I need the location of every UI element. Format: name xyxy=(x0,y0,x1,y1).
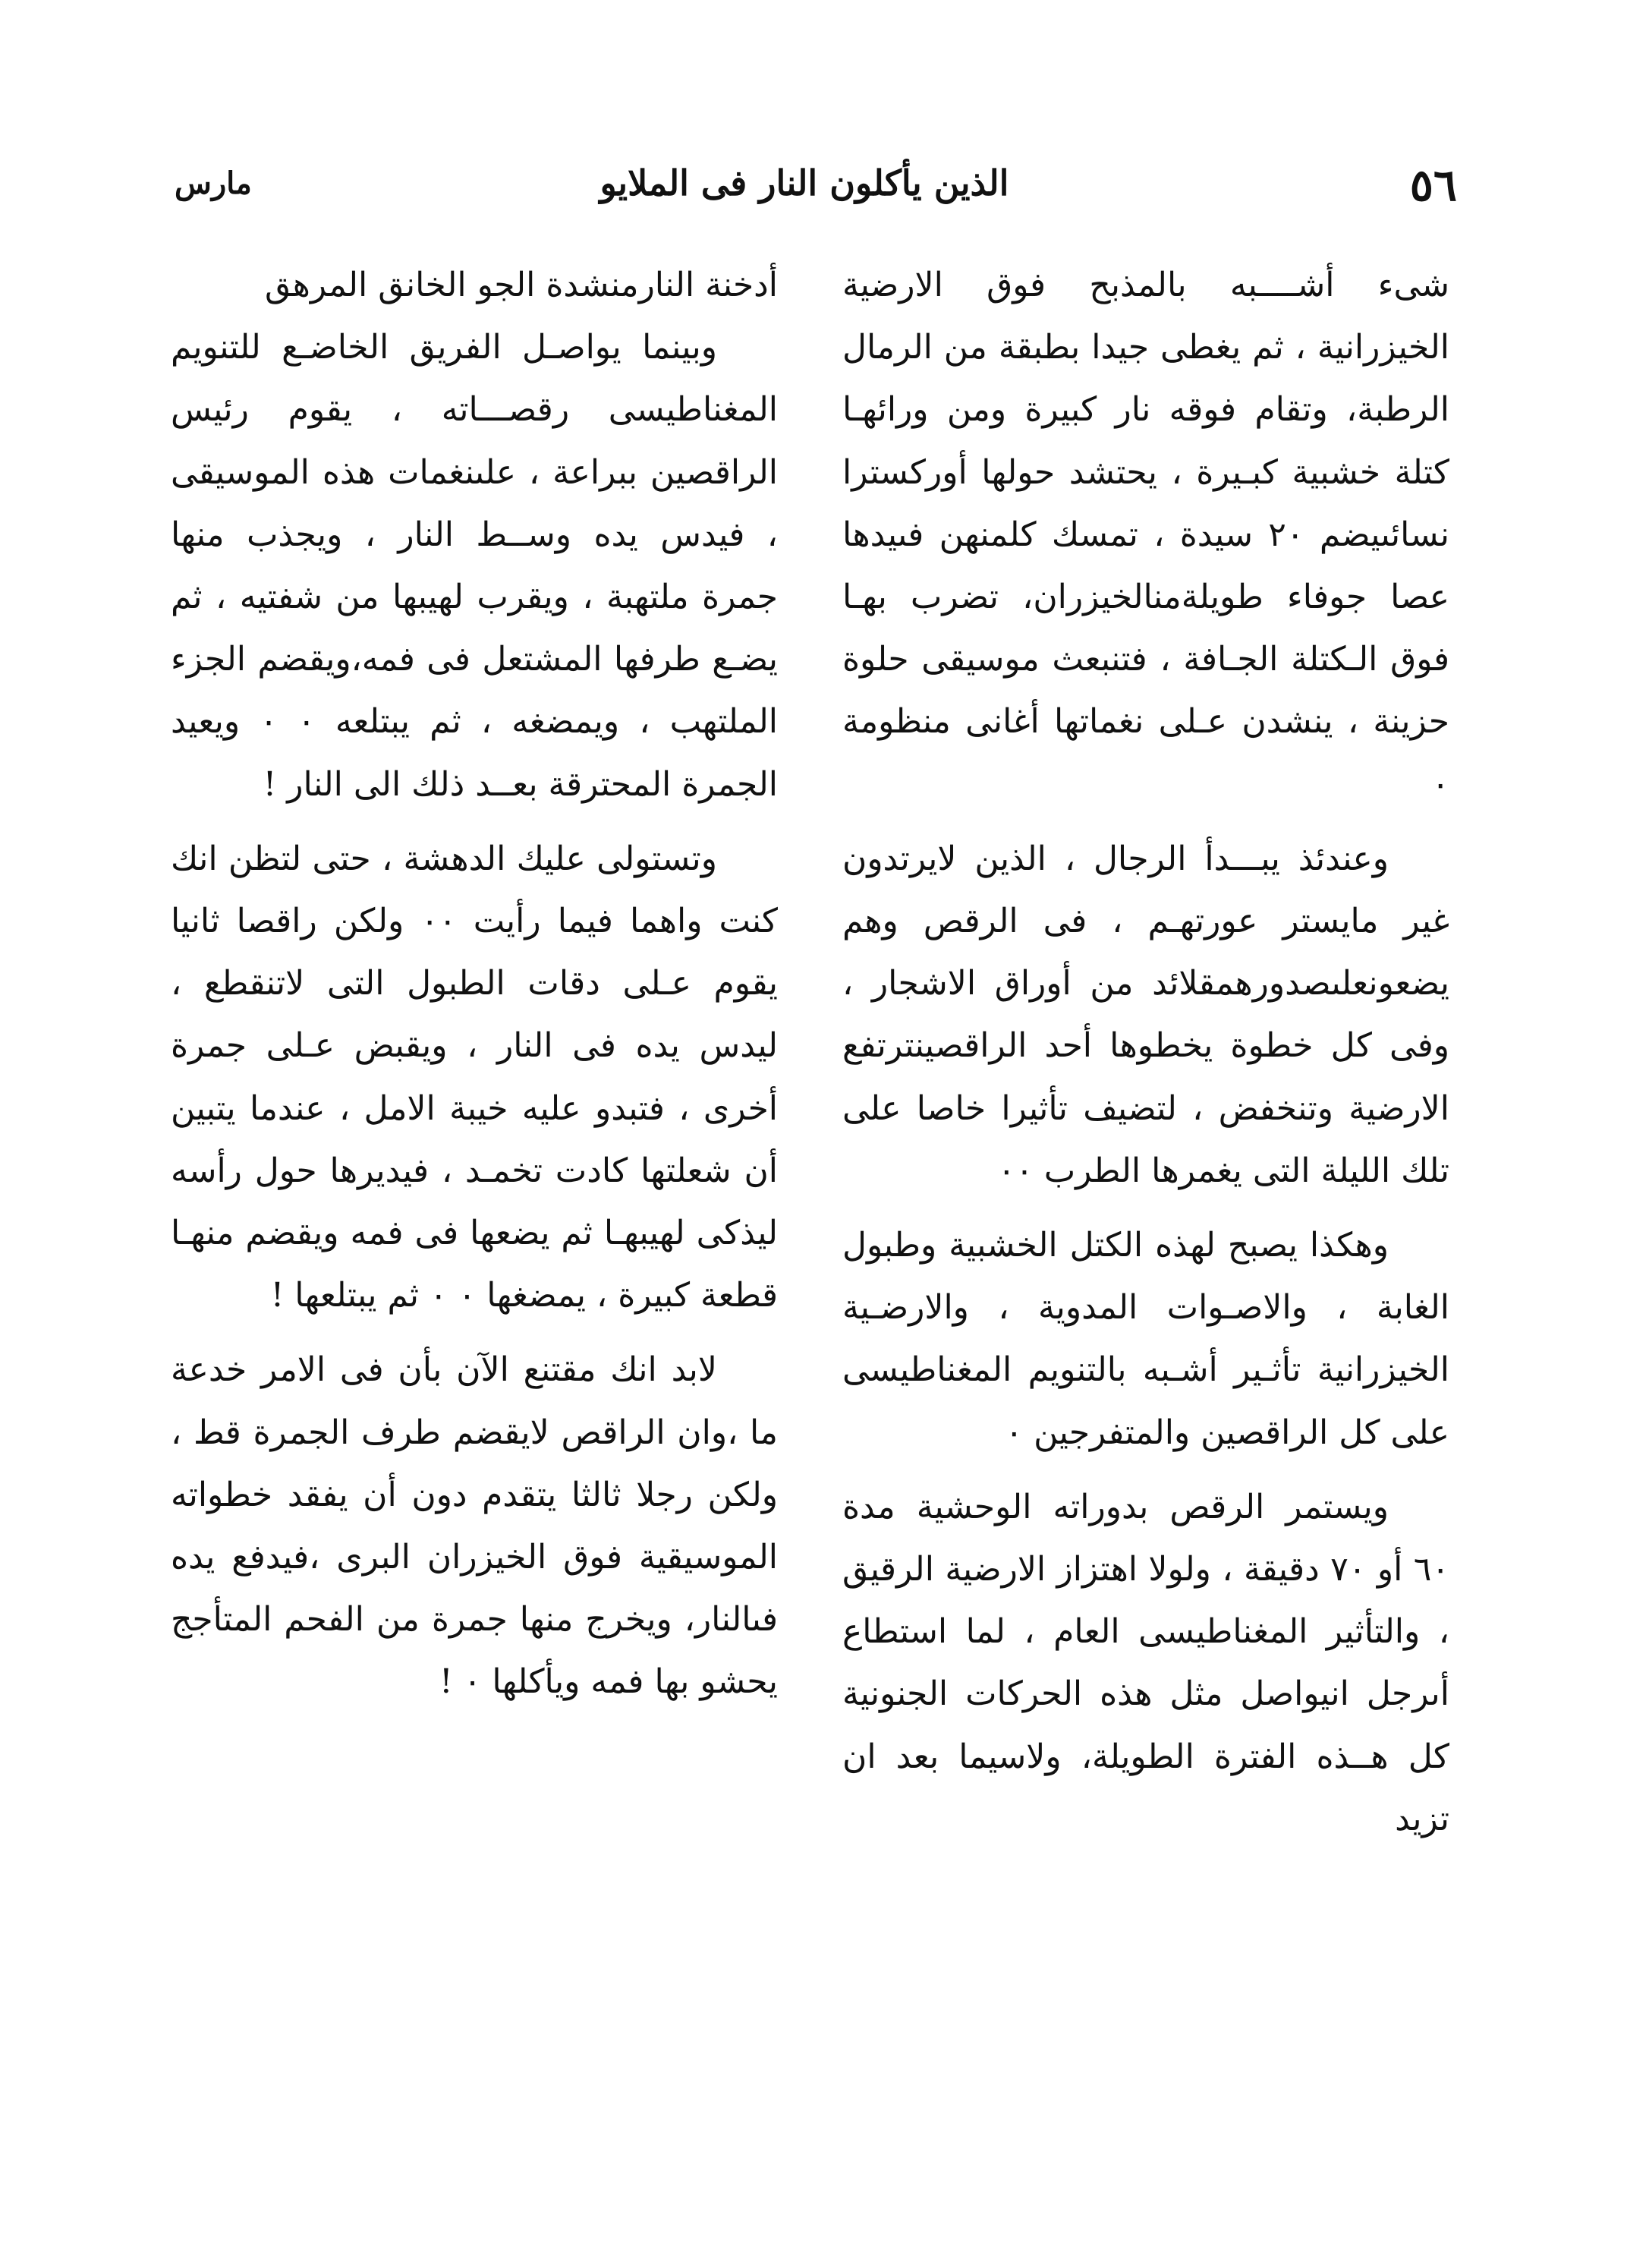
right-column xyxy=(842,254,1449,1851)
left-column xyxy=(171,254,778,1714)
paragraph: أدخنة النارمنشدة الجو الخانق المرهق xyxy=(264,266,778,304)
issue-month: مارس xyxy=(175,165,252,201)
paragraph: شىء أشــــبه بالمذبح فوق الارضية الخيزرانية ، ثم يغطى جيدا بطبقة من الرمال الرطبة، وتقام فوقه نار كبيرة ومن ورائهـا كتلة خشبية كبـيرة ، يحتشد حولها أوركسترا نسائىيضم ٢٠ سيدة ، تمسك كلمنهن فىيدها عصا جوفاء طويلةمنالخيزران، تضرب بهـا فوق الـكتلة الجـافة ، فتنبعث موسيقى حلوة حزينة ، ينشدن عـلى نغماتها أغانى منظومة ٠ xyxy=(842,266,1449,804)
paragraph: لابد انك مقتنع الآن بأن فى الامر خدعة ما ،وان الراقص لايقضم طرف الجمرة قط ، ولكن رجلا ثالثا يتقدم دون أن يفقد خطواته الموسيقية فوق الخيزران البرى ،فيدفع يده فىالنار، ويخرج منها جمرة من الفحم المتأجج يحشو بها فمه ويأكلها ٠ ! xyxy=(171,1350,778,1702)
page-number: ٥٦ xyxy=(1409,159,1457,211)
running-title: الذين يأكلون النار فى الملايو xyxy=(600,162,1009,203)
paragraph: وعندئذ يبـــدأ الرجال ، الذين لايرتدون غير مايستر عورتهـم ، فى الرقص وهم يضعونعلىصدورهمقلائد من أوراق الاشجار ، وفى كل خطوة يخطوها أحد الراقصينترتفع الارضية وتنخفض ، لتضيف تأثيرا خاصا على تلك الليلة التى يغمرها الطرب ٠٠ xyxy=(842,839,1449,1190)
paragraph: وهكذا يصبح لهذه الكتل الخشبية وطبول الغابة ، والاصـوات المدوية ، والارضـية الخيزرانية تأثـير أشـبه بالتنويم المغناطيسى على كل الراقصين والمتفرجين ٠ xyxy=(842,1226,1449,1452)
paragraph: وتستولى عليك الدهشة ، حتى لتظن انك كنت واهما فيما رأيت ٠٠ ولكن راقصا ثانيا يقوم عـلى دقات الطبول التى لاتنقطع ، ليدس يده فى النار ، ويقبض عـلى جمرة أخرى ، فتبدو عليه خيبة الامل ، عندما يتبين أن شعلتها كادت تخمـد ، فيديرها حول رأسه ليذكى لهيبهـا ثم يضعها فى فمه ويقضم منهـا قطعة كبيرة ، يمضغها ٠ ٠ ثم يبتلعها ! xyxy=(171,839,778,1315)
page-header xyxy=(152,159,1457,220)
paragraph: ويستمر الرقص بدوراته الوحشية مدة ٦٠ أو ٧٠ دقيقة ، ولولا اهتزاز الارضية الرقيق ، والتأثير المغناطيسى العام ، لما استطاع أىرجل انيواصل مثل هذه الحركات الجنونية كل هــذه الفترة الطويلة، ولاسيما بعد ان تزيد xyxy=(842,1487,1449,1838)
paragraph: وبينما يواصـل الفريق الخاضـع للتنويم المغناطيسى رقصـــاته ، يقوم رئيس الراقصين ببراعة ، علىنغمات هذه الموسيقى ، فيدس يده وســط النار ، ويجذب منها جمرة ملتهبة ، ويقرب لهيبها من شفتيه ، ثم يضـع طرفها المشتعل فى فمه،ويقضم الجزء الملتهب ، ويمضغه ، ثم يبتلعه ٠ ٠ ويعيد الجمرة المحترقة بعــد ذلك الى النار ! xyxy=(171,328,778,804)
